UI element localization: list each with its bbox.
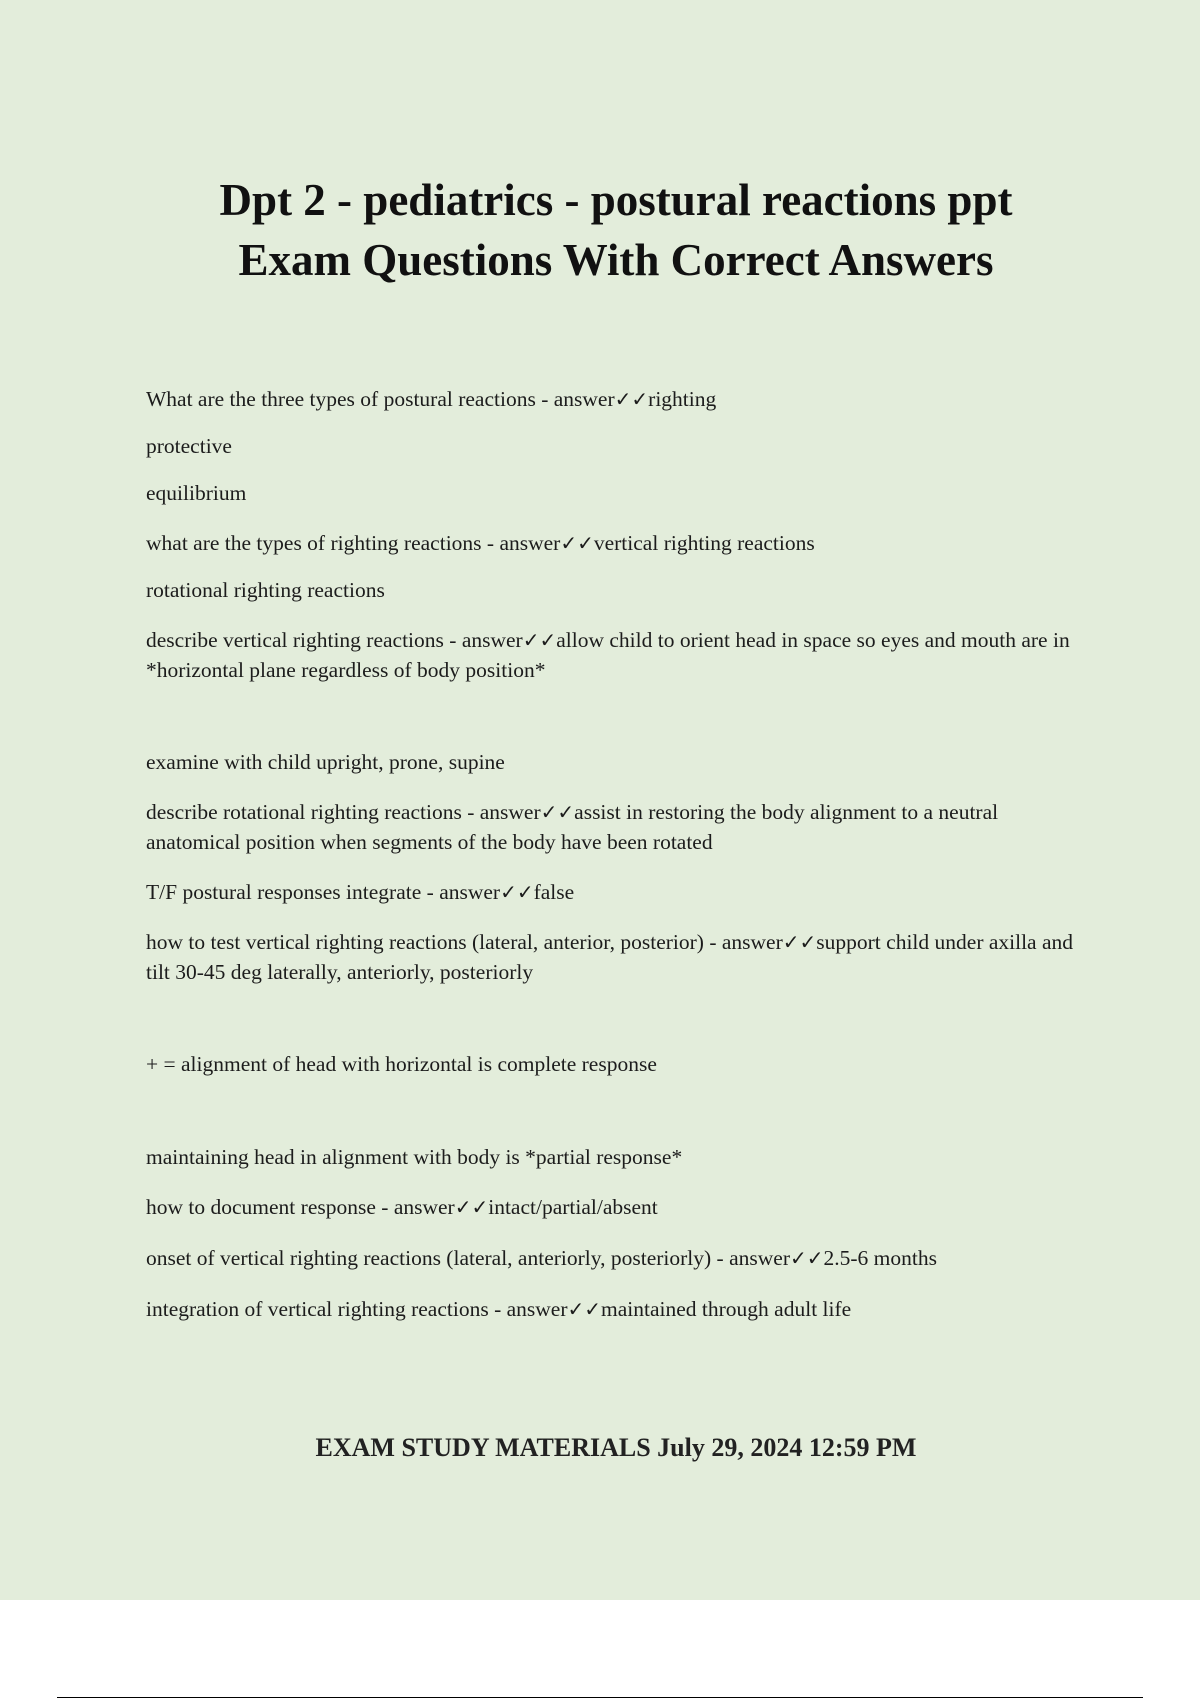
list-item: maintaining head in alignment with body is *partial response* (146, 1145, 683, 1169)
double-check-icon: ✓✓ (782, 930, 817, 954)
list-item: + = alignment of head with horizontal is complete response (146, 1052, 657, 1076)
qa-item-test-vertical: how to test vertical righting reactions (lateral, anterior, posterior) - answer✓✓support child under axilla and tilt 30-45 deg laterally, anteriorly, posteriorly (146, 930, 1074, 984)
list-item: protective (146, 434, 232, 458)
qa-list (146, 384, 1076, 1324)
double-check-icon: ✓✓ (540, 800, 575, 824)
double-check-icon: ✓✓ (789, 1246, 824, 1270)
qa-item-types-postural: What are the three types of postural reactions - answer✓✓righting (146, 387, 717, 411)
double-check-icon: ✓✓ (567, 1297, 602, 1321)
list-item: rotational righting reactions (146, 578, 385, 602)
double-check-icon: ✓✓ (522, 628, 557, 652)
title-line-2: Exam Questions With Correct Answers (238, 235, 994, 285)
title-line-1: Dpt 2 - pediatrics - postural reactions ppt (219, 175, 1013, 225)
document-title (0, 170, 1200, 290)
double-check-icon: ✓✓ (500, 880, 534, 904)
list-item: equilibrium (146, 481, 247, 505)
qa-item-integration-vertical: integration of vertical righting reactions - answer✓✓maintained through adult life (146, 1297, 852, 1321)
list-item: examine with child upright, prone, supine (146, 750, 505, 774)
document-footer: EXAM STUDY MATERIALS July 29, 2024 12:59 PM (315, 1433, 917, 1462)
page-divider (57, 1697, 1143, 1698)
qa-item-righting-types: what are the types of righting reactions - answer✓✓vertical righting reactions (146, 531, 815, 555)
double-check-icon: ✓✓ (614, 387, 649, 411)
qa-item-document-response: how to document response - answer✓✓intact/partial/absent (146, 1195, 658, 1219)
qa-item-rotational-describe: describe rotational righting reactions - answer✓✓assist in restoring the body alignment to a neutral anatomical position when segments of the body have been rotated (146, 800, 999, 854)
double-check-icon: ✓✓ (560, 531, 594, 555)
qa-item-onset-vertical: onset of vertical righting reactions (lateral, anteriorly, posteriorly) - answer✓✓2.5-6 months (146, 1246, 937, 1270)
qa-item-vertical-describe: describe vertical righting reactions - answer✓✓allow child to orient head in space so eyes and mouth are in *horizontal plane regardless of body position* (146, 628, 1070, 682)
qa-item-tf-integrate: T/F postural responses integrate - answer✓✓false (146, 880, 575, 904)
double-check-icon: ✓✓ (454, 1195, 489, 1219)
